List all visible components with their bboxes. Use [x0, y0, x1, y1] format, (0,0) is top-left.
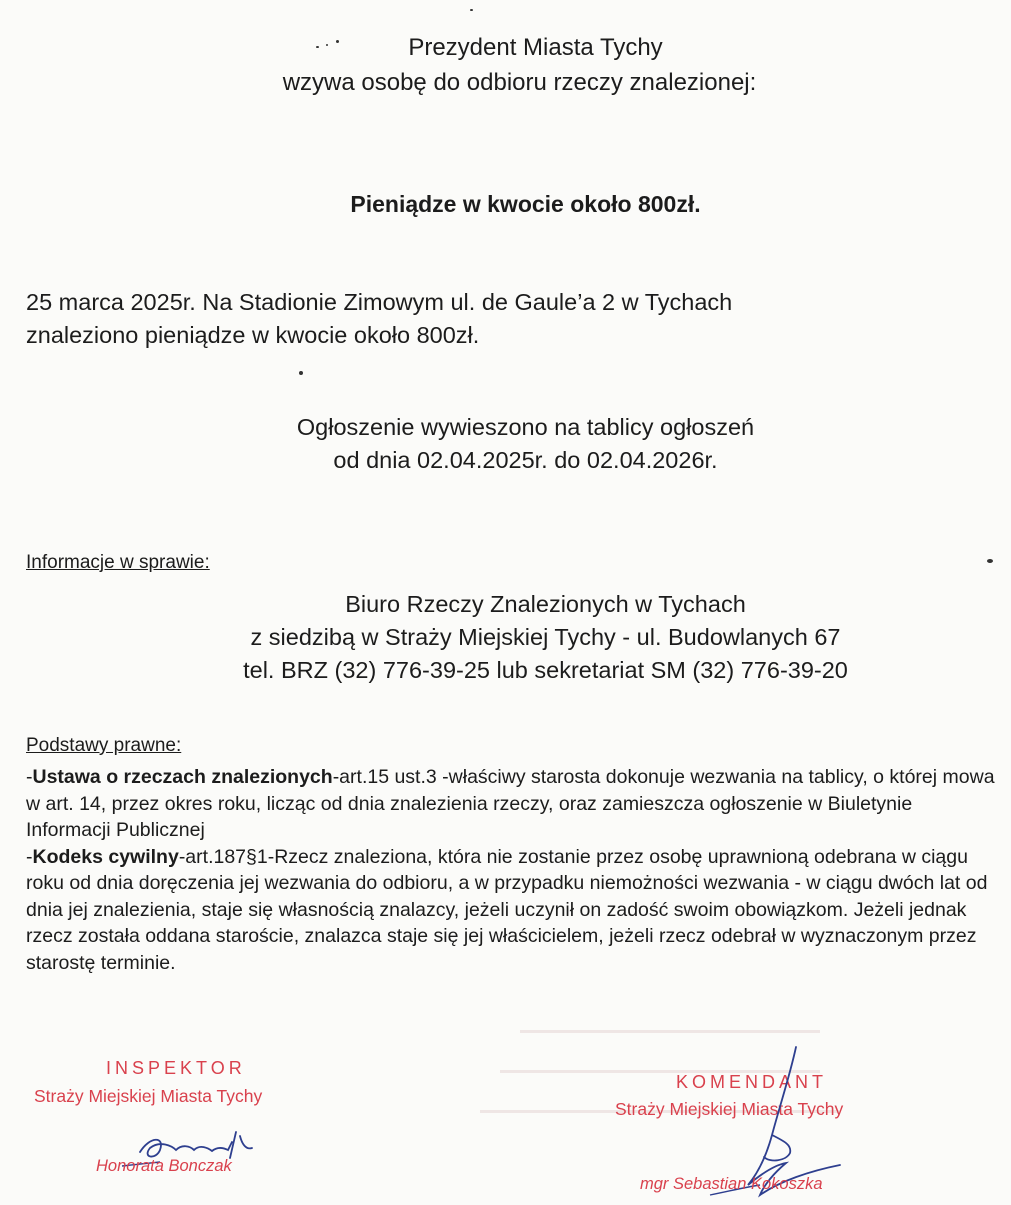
scan-speck: [987, 559, 993, 563]
legal-item-1-text: -art.15 ust.3 -właściwy starosta dokonuje wezwania na tablicy, o której mowa w art. 14, przez okres roku, licząc od dnia znalezienia rzeczy, oraz zamieszcza ogłoszenie w Biuletynie Informacji Publicznej: [26, 766, 995, 841]
stamp-left-subtitle: Straży Miejskiej Miasta Tychy: [34, 1086, 263, 1106]
posting-notice: [20, 411, 1011, 477]
legal-item-2-prefix: -: [26, 845, 33, 868]
legal-basis-text: [26, 764, 1001, 976]
info-label: Informacje w sprawie:: [26, 552, 210, 573]
posting-line-1: Ogłoszenie wywieszono na tablicy ogłoszeń: [296, 414, 755, 440]
stamp-left-title: INSPEKTOR: [106, 1058, 246, 1078]
office-line-2: z siedzibą w Straży Miejskiej Tychy - ul. Budowlanych 67: [250, 624, 841, 650]
stamp-right-name: mgr Sebastian Kokoszka: [640, 1175, 823, 1193]
intro-line-1: 25 marca 2025r. Na Stadionie Zimowym ul. de Gaule’a 2 w Tychach: [26, 289, 733, 315]
legal-item-2-text: -art.187§1-Rzecz znaleziona, która nie zostanie przez osobę uprawnioną odebrana w ciągu roku od dnia doręczenia jej wezwania do odbioru, a w przypadku niemożności wezwania - w ciągu dwóch lat od dnia jej znalezienia, staje się własnością znalazcy, jeżeli uczynił on zadość swoim obowiązkom. Jeżeli jednak rzecz została oddana staroście, znalazca staje się jej właścicielem, jeżeli rzecz odebrał w wyznaczonym przez starostę terminie.: [26, 845, 988, 974]
legal-item-1-prefix: -: [26, 766, 33, 788]
legal-item-2-act: Kodeks cywilny: [32, 845, 179, 868]
office-details: [40, 588, 1011, 687]
intro-paragraph: [26, 286, 986, 352]
posting-line-2: od dnia 02.04.2025r. do 02.04.2026r.: [333, 447, 718, 473]
stamp-left-name: Honorata Bonczak: [96, 1157, 232, 1175]
legal-item-2: [26, 844, 1001, 977]
intro-line-2: znaleziono pieniądze w kwocie około 800zł.: [26, 322, 480, 348]
legal-item-1: [26, 764, 1001, 844]
scan-speck: [299, 371, 303, 375]
legal-label: Podstawy prawne:: [26, 735, 182, 756]
legal-item-1-act: Ustawa o rzeczach znalezionych: [32, 766, 333, 788]
header-line-1: Prezydent Miasta Tychy: [408, 34, 663, 61]
stamp-right-title: KOMENDANT: [676, 1072, 828, 1092]
scan-speck: [470, 9, 473, 11]
page-title: Pieniądze w kwocie około 800zł.: [350, 191, 701, 217]
office-line-3: tel. BRZ (32) 776-39-25 lub sekretariat SM (32) 776-39-20: [243, 657, 848, 683]
stamp-right-subtitle: Straży Miejskiej Miasta Tychy: [615, 1099, 844, 1119]
office-line-1: Biuro Rzeczy Znalezionych w Tychach: [345, 591, 746, 617]
header-line-2: wzywa osobę do odbioru rzeczy znalezionej:: [282, 69, 757, 96]
